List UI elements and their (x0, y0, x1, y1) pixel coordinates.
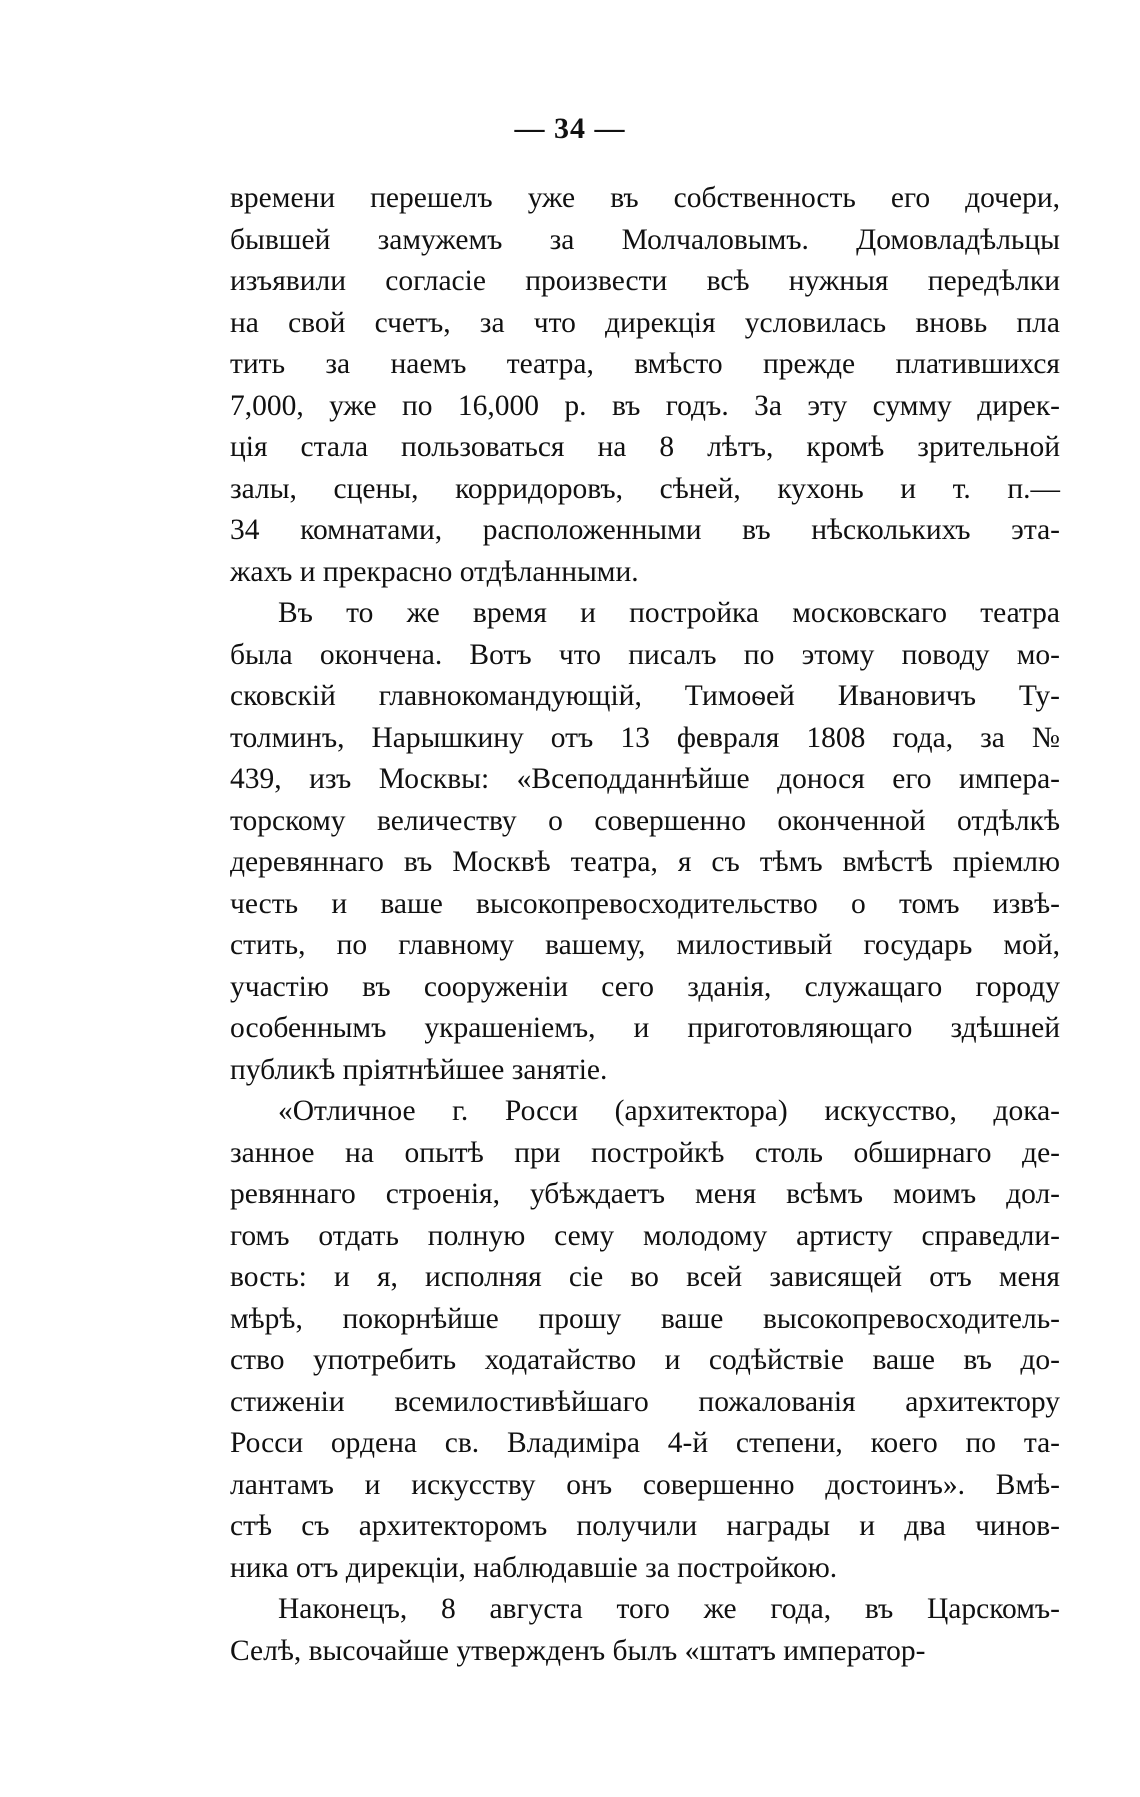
text-line: изъявили согласіе произвести всѣ нужныя передѣлки (230, 265, 1060, 297)
text-line: 7,000, уже по 16,000 р. въ годъ. За эту сумму дирек- (230, 389, 1060, 422)
text-line: на свой счетъ, за что дирекція условилась вновь пла (230, 306, 1060, 339)
paragraph (230, 1589, 1060, 1672)
text-line: честь и ваше высокопревосходительство о томъ извѣ- (230, 887, 1060, 920)
text-line: участію въ сооруженіи сего зданія, служащаго городу (230, 970, 1060, 1003)
text-line: Селѣ, высочайше утвержденъ былъ «штатъ император- (230, 1634, 926, 1667)
text-line: 439, изъ Москвы: «Всеподданнѣйше донося его импера- (230, 763, 1060, 795)
text-line: 34 комнатами, расположенными въ нѣсколькихъ эта- (230, 514, 1060, 546)
paragraph (230, 178, 1060, 593)
body-text (230, 178, 1060, 1672)
text-line: ство употребить ходатайство и содѣйствіе ваше въ до- (230, 1344, 1060, 1376)
text-line: вость: и я, исполняя сіе во всей зависящей отъ меня (230, 1261, 1060, 1293)
text-line: мѣрѣ, покорнѣйше прошу ваше высокопревосходитель- (230, 1302, 1060, 1335)
text-line: залы, сцены, корридоровъ, сѣней, кухонь и т. п.— (230, 472, 1060, 505)
text-line: занное на опытѣ при постройкѣ столь обширнаго де- (230, 1136, 1060, 1169)
text-line: стѣ съ архитекторомъ получили награды и два чинов- (230, 1510, 1060, 1542)
text-line: ція стала пользоваться на 8 лѣтъ, кромѣ зрительной (230, 431, 1060, 463)
paragraph (230, 593, 1060, 1091)
text-line: публикѣ пріятнѣйшее занятіе. (230, 1053, 608, 1086)
text-line: бывшей замужемъ за Молчаловымъ. Домовладѣльцы (230, 223, 1060, 256)
text-line: гомъ отдать полную сему молодому артисту справедли- (230, 1219, 1060, 1252)
text-line: тить за наемъ театра, вмѣсто прежде платившихся (230, 348, 1060, 380)
text-line: деревяннаго въ Москвѣ театра, я съ тѣмъ вмѣстѣ пріемлю (230, 846, 1060, 878)
text-line: ревяннаго строенія, убѣждаетъ меня всѣмъ моимъ дол- (230, 1178, 1060, 1210)
text-line: лантамъ и искусству онъ совершенно достоинъ». Вмѣ- (230, 1468, 1060, 1501)
text-line: Наконецъ, 8 августа того же года, въ Царскомъ- (278, 1593, 1060, 1625)
text-line: «Отличное г. Росси (архитектора) искусство, дока- (278, 1095, 1060, 1127)
text-line: времени перешелъ уже въ собственность его дочери, (230, 182, 1060, 214)
text-line: особеннымъ украшеніемъ, и приготовляющаго здѣшней (230, 1012, 1060, 1044)
text-line: торскому величеству о совершенно оконченной отдѣлкѣ (230, 804, 1060, 837)
page-number: — 34 — (514, 112, 626, 145)
text-line: ника отъ дирекціи, наблюдавшіе за постройкою. (230, 1551, 838, 1584)
text-line: была окончена. Вотъ что писалъ по этому поводу мо- (230, 638, 1060, 671)
text-line: жахъ и прекрасно отдѣланными. (230, 555, 639, 588)
text-line: Въ то же время и постройка московскаго театра (278, 597, 1060, 629)
text-line: Росси ордена св. Владиміра 4-й степени, коего по та- (230, 1427, 1060, 1459)
text-line: толминъ, Нарышкину отъ 13 февраля 1808 года, за № (230, 721, 1060, 754)
text-line: стиженіи всемилостивѣйшаго пожалованія архитектору (230, 1385, 1060, 1418)
text-line: стить, по главному вашему, милостивый государь мой, (230, 929, 1060, 961)
text-line: сковскій главнокомандующій, Тимоѳей Ивановичъ Ту- (230, 680, 1060, 712)
paragraph (230, 1091, 1060, 1589)
